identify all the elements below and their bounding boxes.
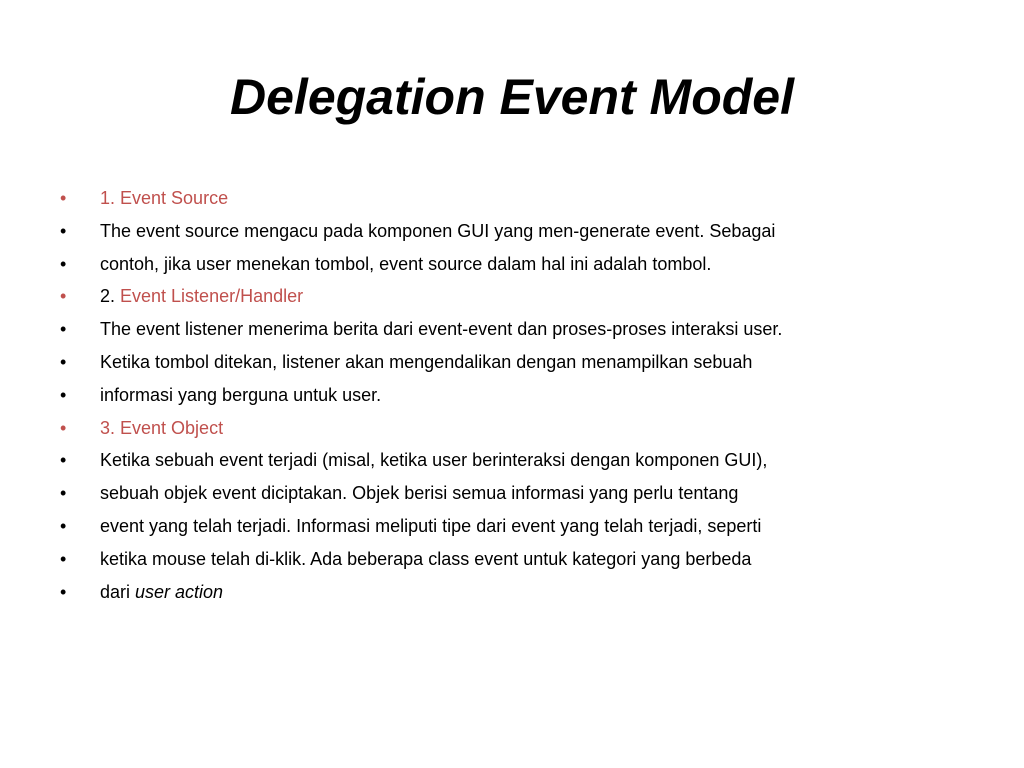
bullet-dot-icon: • — [60, 581, 67, 602]
bullet-item — [60, 412, 980, 445]
bullet-dot-icon: • — [60, 450, 67, 471]
bullet-text — [100, 379, 381, 412]
bullet-text — [100, 346, 752, 379]
bullet-main-text: ketika mouse telah di-klik. Ada beberapa class event untuk kategori yang berbeda — [100, 548, 752, 569]
bullet-item — [60, 313, 980, 346]
bullet-dot-icon: • — [60, 515, 67, 536]
bullet-text — [100, 215, 775, 248]
bullet-item — [60, 182, 980, 215]
bullet-list — [60, 182, 980, 608]
bullet-text — [100, 412, 223, 445]
bullet-dot-icon: • — [60, 286, 67, 307]
bullet-prefix: 2. — [100, 286, 121, 307]
bullet-item — [60, 280, 980, 313]
bullet-main-text: informasi yang berguna untuk user. — [100, 384, 382, 405]
bullet-main-text: contoh, jika user menekan tombol, event source dalam hal ini adalah tombol. — [100, 253, 712, 274]
bullet-dot-icon: • — [60, 417, 67, 438]
bullet-item — [60, 543, 980, 576]
bullet-text — [100, 576, 223, 609]
bullet-main-text: Event Listener/Handler — [120, 286, 304, 307]
bullet-dot-icon: • — [60, 548, 67, 569]
bullet-main-text: sebuah objek event diciptakan. Objek berisi semua informasi yang perlu tentang — [100, 483, 739, 504]
bullet-dot-icon: • — [60, 220, 67, 241]
bullet-main-text: user action — [135, 581, 224, 602]
bullet-dot-icon: • — [60, 188, 67, 208]
bullet-text — [100, 313, 782, 346]
bullet-text — [100, 182, 228, 215]
bullet-item — [60, 576, 980, 609]
bullet-dot-icon: • — [60, 384, 67, 405]
bullet-text — [100, 280, 303, 313]
bullet-item — [60, 379, 980, 412]
bullet-item — [60, 215, 980, 248]
bullet-dot-icon: • — [60, 351, 67, 372]
bullet-item — [60, 248, 980, 281]
bullet-text — [100, 510, 761, 543]
bullet-item — [60, 477, 980, 510]
bullet-main-text: Ketika tombol ditekan, listener akan mengendalikan dengan menampilkan sebuah — [100, 351, 753, 372]
bullet-item — [60, 510, 980, 543]
bullet-text — [100, 477, 738, 510]
bullet-main-text: 1. Event Source — [100, 188, 229, 208]
bullet-text — [100, 444, 767, 477]
bullet-text — [100, 248, 711, 281]
bullet-dot-icon: • — [60, 319, 67, 340]
bullet-main-text: event yang telah terjadi. Informasi meliputi tipe dari event yang telah terjadi, seperti — [100, 515, 762, 536]
bullet-main-text: The event source mengacu pada komponen GUI yang men-generate event. Sebagai — [100, 220, 776, 241]
bullet-prefix: dari — [100, 581, 136, 602]
slide-title: Delegation Event Model — [230, 69, 794, 125]
bullet-main-text: The event listener menerima berita dari event-event dan proses-proses interaksi user. — [100, 319, 783, 340]
bullet-text — [100, 543, 751, 576]
bullet-main-text: 3. Event Object — [100, 417, 224, 438]
bullet-dot-icon: • — [60, 253, 67, 274]
bullet-main-text: Ketika sebuah event terjadi (misal, ketika user berinteraksi dengan komponen GUI), — [100, 450, 768, 471]
bullet-item — [60, 346, 980, 379]
bullet-dot-icon: • — [60, 483, 67, 504]
bullet-item — [60, 444, 980, 477]
